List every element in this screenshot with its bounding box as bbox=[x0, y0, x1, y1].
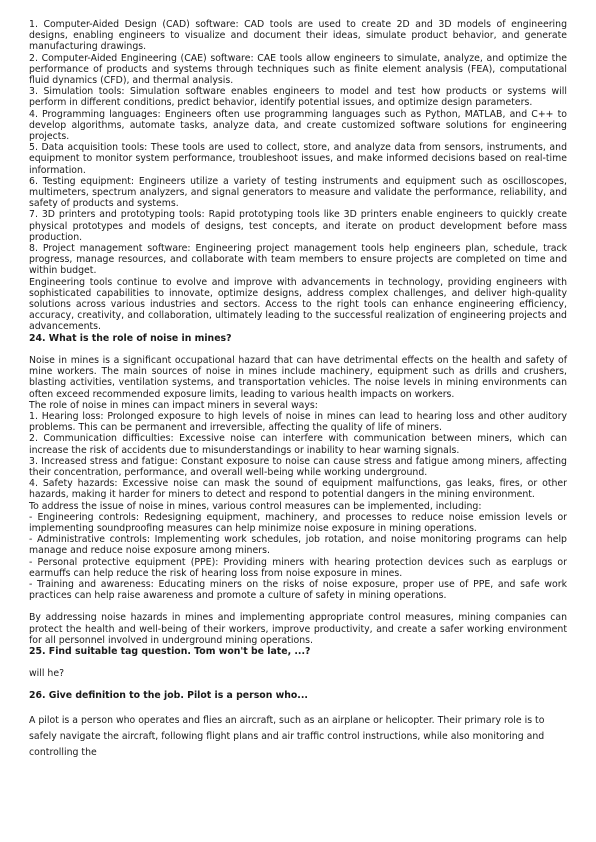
noise-measure-1: - Engineering controls: Redesigning equipment, machinery, and processes to reduce noise emission levels or implementing soundproofing measures can help minimize noise exposure in mining operations. bbox=[29, 511, 567, 534]
noise-impact-1: 1. Hearing loss: Prolonged exposure to high levels of noise in mines can lead to hearing loss and other auditory problems. This can be permanent and irreversible, affecting the quality of life of miners. bbox=[29, 410, 567, 434]
tool-item-6: 6. Testing equipment: Engineers utilize a variety of testing instruments and equipment such as oscilloscopes, multimeters, spectrum analyzers, and signal generators to measure and validate the performance, reliability, and safety of products and systems. bbox=[29, 175, 567, 210]
tool-item-3: 3. Simulation tools: Simulation software enables engineers to model and test how products or systems will perform in different conditions, predict behavior, identify potential issues, and optimize design parameters. bbox=[29, 86, 567, 109]
spacer bbox=[29, 679, 567, 690]
tools-conclusion: Engineering tools continue to evolve and improve with advancements in technology, providing engineers with sophisticated capabilities to innovate, optimize designs, address complex challenges, and deliver high-quality solutions across various industries and sectors. Access to the right tools can enhance engineering efficiency, accuracy, creativity, and collaboration, ultimately leading to the successful realization of engineering projects and advancements. bbox=[29, 276, 567, 333]
noise-impact-lead: The role of noise in mines can impact miners in several ways: bbox=[29, 399, 318, 411]
noise-measure-4: - Training and awareness: Educating miners on the risks of noise exposure, proper use of PPE, and safe work practices can help raise awareness and promote a culture of safety in mining operations. bbox=[29, 578, 567, 602]
question-25-answer: will he? bbox=[29, 668, 65, 680]
noise-impact-2: 2. Communication difficulties: Excessive noise can interfere with communication between miners, which can increase the risk of accidents due to misunderstandings or inability to hear warning signals. bbox=[29, 433, 567, 456]
noise-measure-3: - Personal protective equipment (PPE): Providing miners with hearing protection devices such as earplugs or earmuffs can help reduce the risk of hearing loss from noise exposure in mines. bbox=[29, 556, 567, 579]
spacer bbox=[29, 344, 567, 355]
spacer bbox=[29, 657, 567, 668]
tool-item-2: 2. Computer-Aided Engineering (CAE) software: CAE tools allow engineers to simulate, analyze, and optimize the performance of products and systems through techniques such as finite element analysis (FEA), computational fluid dynamics (CFD), and thermal analysis. bbox=[29, 52, 567, 87]
noise-impact-4: 4. Safety hazards: Excessive noise can mask the sound of equipment malfunctions, gas leaks, fires, or other hazards, making it harder for miners to detect and respond to potential dangers in the mining environment. bbox=[29, 478, 567, 501]
noise-measures-lead: To address the issue of noise in mines, various control measures can be implemented, including: bbox=[29, 500, 482, 512]
noise-intro: Noise in mines is a significant occupational hazard that can have detrimental effects on the health and safety of mine workers. The main sources of noise in mines include machinery, equipment such as drills and crushers, blasting activities, ventilation systems, and transportation vehicles. The noise levels in mining environments can often exceed recommended exposure limits, leading to various health impacts on workers. bbox=[29, 354, 567, 400]
question-26-heading: 26. Give definition to the job. Pilot is a person who... bbox=[29, 690, 308, 702]
noise-conclusion: By addressing noise hazards in mines and implementing appropriate control measures, mining companies can protect the health and well-being of their workers, improve productivity, and create a safer working environment for all personnel involved in underground mining operations. bbox=[29, 612, 567, 646]
spacer bbox=[29, 702, 567, 713]
tool-item-4: 4. Programming languages: Engineers often use programming languages such as Python, MATLAB, and C++ to develop algorithms, automate tasks, analyze data, and create customized software solutions for engineering projects. bbox=[29, 108, 567, 143]
tool-item-8: 8. Project management software: Engineering project management tools help engineers plan, schedule, track progress, manage resources, and collaborate with team members to ensure projects are completed on time and within budget. bbox=[29, 243, 567, 277]
tool-item-5: 5. Data acquisition tools: These tools are used to collect, store, and analyze data from sensors, instruments, and equipment to monitor system performance, troubleshoot issues, and make informed decisions based on real-time information. bbox=[29, 142, 567, 176]
question-25-heading: 25. Find suitable tag question. Tom won't be late, ...? bbox=[29, 645, 311, 657]
noise-measure-2: - Administrative controls: Implementing work schedules, job rotation, and noise monitoring programs can help manage and reduce noise exposure among miners. bbox=[29, 534, 567, 557]
question-24-heading: 24. What is the role of noise in mines? bbox=[29, 332, 232, 344]
spacer bbox=[29, 601, 567, 612]
tool-item-1: 1. Computer-Aided Design (CAD) software: CAD tools are used to create 2D and 3D models of engineering designs, enabling engineers to visualize and document their ideas, simulate product behavior, and generate manufacturing drawings. bbox=[29, 19, 567, 53]
noise-impact-3: 3. Increased stress and fatigue: Constant exposure to noise can cause stress and fatigue among miners, affecting their concentration, performance, and overall well-being while working underground. bbox=[29, 455, 567, 478]
question-26-answer: A pilot is a person who operates and flies an aircraft, such as an airplane or helicopter. Their primary role is to safely navigate the aircraft, following flight plans and air traffic control instructions, while also monitoring and controlling the bbox=[29, 714, 545, 758]
tool-item-7: 7. 3D printers and prototyping tools: Rapid prototyping tools like 3D printers enable engineers to quickly create physical prototypes and models of designs, test concepts, and iterate on product development before mass production. bbox=[29, 209, 567, 243]
